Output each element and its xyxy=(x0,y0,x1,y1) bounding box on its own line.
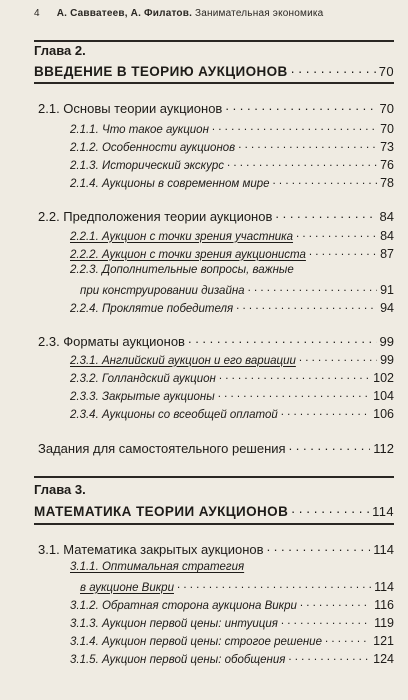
leader-dots xyxy=(225,100,376,113)
chapter2-label: Глава 2. xyxy=(34,43,86,58)
item-page: 76 xyxy=(380,157,394,172)
toc-item-2-2-3-line1[interactable]: 2.2.3. Дополнительные вопросы, важные xyxy=(70,264,294,276)
leader-dots xyxy=(288,651,370,663)
chapter3-page: 114 xyxy=(372,503,394,519)
running-header xyxy=(34,8,388,19)
item-page: 87 xyxy=(380,246,394,261)
toc-item-2-2-2[interactable] xyxy=(70,246,394,261)
toc-section-2-2[interactable] xyxy=(38,208,394,224)
item-page: 99 xyxy=(380,352,394,367)
item-title: 2.3.4. Аукционы со всеобщей оплатой xyxy=(70,408,278,421)
item-title-cont: в аукционе Викри xyxy=(80,581,174,594)
toc-item-3-1-1[interactable] xyxy=(80,579,394,594)
item-page: 119 xyxy=(374,615,394,630)
chapter3-title-row[interactable] xyxy=(34,502,394,519)
chapter2-top-rule xyxy=(34,40,394,42)
leader-dots xyxy=(281,615,371,627)
toc-section-3-1[interactable] xyxy=(38,541,394,557)
chapter2-bottom-rule xyxy=(34,82,394,84)
section-page: 99 xyxy=(379,334,394,349)
leader-dots xyxy=(299,352,377,364)
item-title: 3.1.2. Обратная сторона аукциона Викри xyxy=(70,599,297,612)
leader-dots xyxy=(289,440,371,453)
item-title-cont: при конструировании дизайна xyxy=(80,284,245,297)
leader-dots xyxy=(296,228,377,240)
toc-item-2-3-1[interactable] xyxy=(70,352,394,367)
item-title: 2.1.2. Особенности аукционов xyxy=(70,141,236,154)
item-page: 91 xyxy=(380,282,394,297)
leader-dots xyxy=(236,300,377,312)
leader-dots xyxy=(218,388,370,400)
header-authors: А. Савватеев, А. Филатов. xyxy=(56,8,193,19)
leader-dots xyxy=(248,282,378,294)
exercises-title: Задания для самостоятельного решения xyxy=(38,441,286,456)
toc-item-2-3-2[interactable] xyxy=(70,370,394,385)
chapter3-label: Глава 3. xyxy=(34,482,86,497)
item-title: 2.1.4. Аукционы в современном мире xyxy=(70,177,270,190)
item-page: 94 xyxy=(380,300,394,315)
toc-item-3-1-5[interactable] xyxy=(70,651,394,666)
item-title: 2.2.2. Аукцион с точки зрения аукциониста xyxy=(70,248,306,261)
toc-item-2-3-4[interactable] xyxy=(70,406,394,421)
leader-dots xyxy=(275,208,376,221)
leader-dots xyxy=(281,406,370,418)
leader-dots xyxy=(325,633,370,645)
item-title: 3.1.3. Аукцион первой цены: интуиция xyxy=(70,617,278,630)
toc-item-2-1-4[interactable] xyxy=(70,175,394,190)
toc-item-3-1-1-line1[interactable]: 3.1.1. Оптимальная стратегия xyxy=(70,561,245,573)
item-title: 2.3.3. Закрытые аукционы xyxy=(70,390,215,403)
exercises-page: 112 xyxy=(373,441,394,456)
section-title: 2.1. Основы теории аукционов xyxy=(38,101,223,116)
chapter2-page: 70 xyxy=(378,63,394,79)
toc-item-2-1-3[interactable] xyxy=(70,157,394,172)
toc-item-2-1-2[interactable] xyxy=(70,139,394,154)
toc-section-2-1[interactable] xyxy=(38,100,394,116)
section-page: 84 xyxy=(379,209,394,224)
item-page: 70 xyxy=(380,121,394,136)
item-title: 3.1.5. Аукцион первой цены: обобщения xyxy=(70,653,286,666)
section-page: 114 xyxy=(373,542,394,557)
item-page: 121 xyxy=(373,633,394,648)
leader-dots xyxy=(212,121,377,133)
item-title: 2.2.1. Аукцион с точки зрения участника xyxy=(70,230,294,243)
item-page: 73 xyxy=(380,139,394,154)
chapter2-title-row[interactable] xyxy=(34,62,394,79)
section-page: 70 xyxy=(379,101,394,116)
header-book-title: Занимательная экономика xyxy=(195,8,324,19)
toc-item-2-2-3[interactable] xyxy=(80,282,394,297)
item-page: 116 xyxy=(374,597,394,612)
item-title: 3.1.4. Аукцион первой цены: строгое решение xyxy=(70,635,322,648)
leader-dots xyxy=(300,597,371,609)
chapter2-title: ВВЕДЕНИЕ В ТЕОРИЮ АУКЦИОНОВ xyxy=(34,63,288,79)
section-title: 3.1. Математика закрытых аукционов xyxy=(38,542,264,557)
toc-item-2-1-1[interactable] xyxy=(70,121,394,136)
item-title: 2.1.3. Исторический экскурс xyxy=(70,159,224,172)
item-title: 2.3.1. Английский аукцион и его вариации xyxy=(70,354,296,367)
item-page: 84 xyxy=(380,228,394,243)
section-title: 2.2. Предположения теории аукционов xyxy=(38,209,273,224)
chapter3-top-rule xyxy=(34,476,394,478)
section-title: 2.3. Форматы аукционов xyxy=(38,334,185,349)
leader-dots xyxy=(219,370,370,382)
toc-item-2-2-4[interactable] xyxy=(70,300,394,315)
toc-section-2-3[interactable] xyxy=(38,333,394,349)
leader-dots xyxy=(238,139,377,151)
page-number: 4 xyxy=(34,8,40,19)
chapter3-bottom-rule xyxy=(34,523,394,525)
toc-item-2-3-3[interactable] xyxy=(70,388,394,403)
leader-dots xyxy=(227,157,377,169)
leader-dots xyxy=(291,502,369,516)
chapter3-title: МАТЕМАТИКА ТЕОРИИ АУКЦИОНОВ xyxy=(34,503,289,519)
item-page: 78 xyxy=(380,175,394,190)
leader-dots xyxy=(273,175,378,187)
toc-item-3-1-2[interactable] xyxy=(70,597,394,612)
item-page: 106 xyxy=(373,406,394,421)
leader-dots xyxy=(267,541,371,554)
item-title: 2.2.4. Проклятие победителя xyxy=(70,302,234,315)
toc-item-3-1-3[interactable] xyxy=(70,615,394,630)
leader-dots xyxy=(188,333,377,346)
toc-item-2-2-1[interactable] xyxy=(70,228,394,243)
leader-dots xyxy=(177,579,371,591)
item-page: 104 xyxy=(373,388,394,403)
leader-dots xyxy=(291,62,376,76)
item-page: 124 xyxy=(373,651,394,666)
leader-dots xyxy=(309,246,377,258)
item-title: 2.3.2. Голландский аукцион xyxy=(70,372,216,385)
toc-exercises[interactable] xyxy=(38,440,394,456)
item-title: 2.1.1. Что такое аукцион xyxy=(70,123,209,136)
toc-item-3-1-4[interactable] xyxy=(70,633,394,648)
item-page: 114 xyxy=(374,579,394,594)
item-page: 102 xyxy=(373,370,394,385)
